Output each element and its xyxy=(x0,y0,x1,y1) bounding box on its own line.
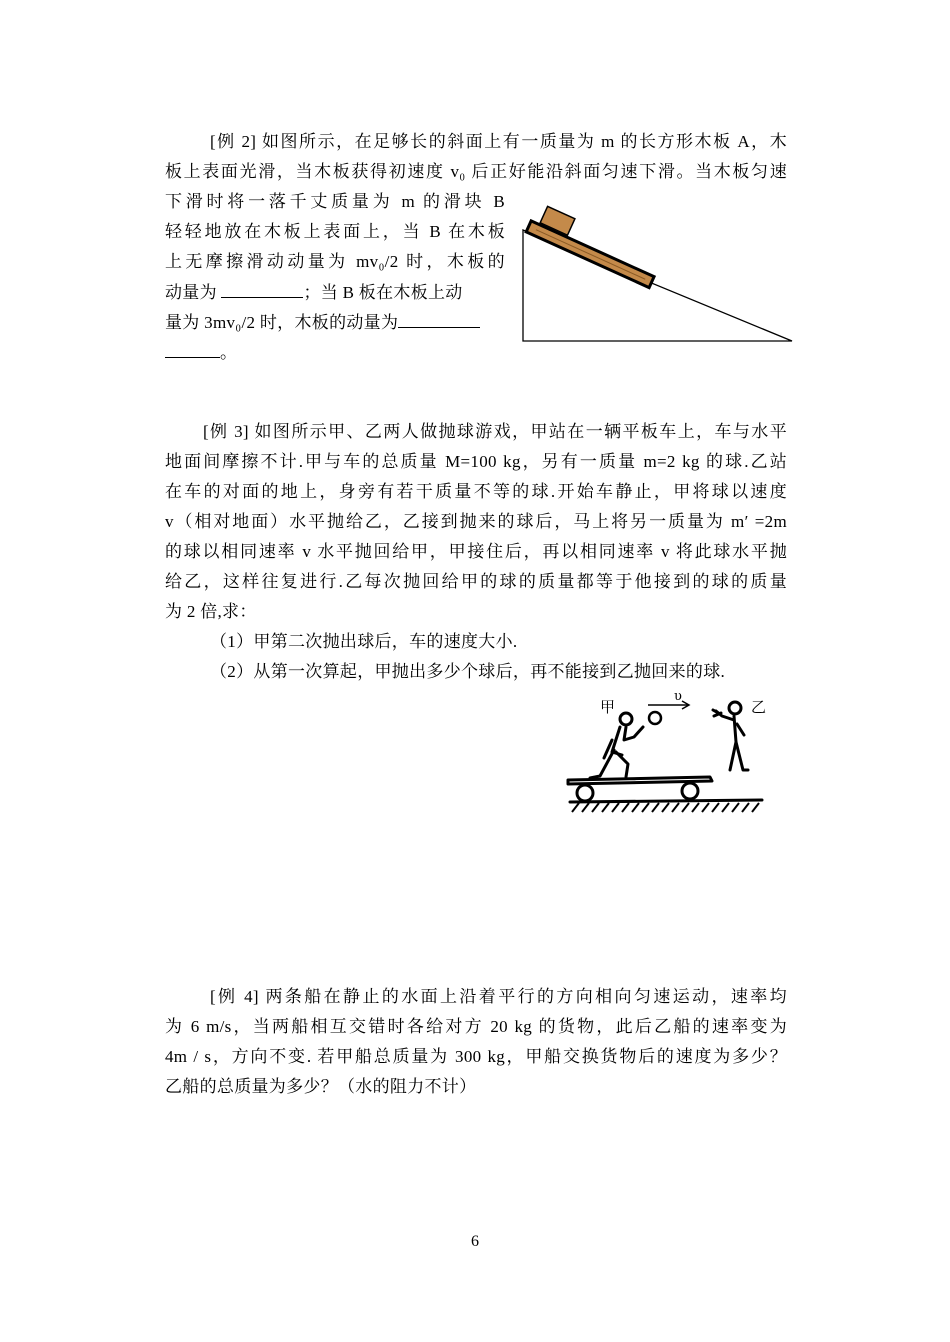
example2-line-2: 板上表面光滑，当木板获得初速度 v₀ 后正好能沿斜面匀速下滑。当木板匀速 xyxy=(165,162,787,181)
example4-line-1: [例 4] 两条船在静止的水面上沿着平行的方向相向匀速运动，速率均 xyxy=(210,987,787,1006)
example3-line-4: v（相对地面）水平抛给乙，乙接到抛来的球后，马上将另一质量为 m′ =2m xyxy=(165,512,787,531)
example3-line-3: 在车的对面的地上，身旁有若干质量不等的球.开始车静止，甲将球以速度 xyxy=(165,482,787,501)
cart-wheel-left xyxy=(577,785,593,801)
example2-momentum-label-2: 量为 3mv₀/2 时，木板的动量为 xyxy=(165,313,399,332)
example4-line-3: 4m / s，方向不变. 若甲船总质量为 300 kg，甲船交换货物后的速度为多少？ xyxy=(165,1047,787,1066)
example2-line-5: 上无摩擦滑动动量为 mv₀/2 时，木板的 xyxy=(165,252,505,271)
cart-wheel-right xyxy=(682,783,698,799)
example2-line-1: [例 2] 如图所示，在足够长的斜面上有一质量为 m 的长方形木板 A，木 xyxy=(210,132,787,151)
example3-line-2: 地面间摩擦不计.甲与车的总质量 M=100 kg，另有一质量 m=2 kg 的球.乙站 xyxy=(165,452,787,471)
example2-line-4: 轻轻地放在木板上表面上，当 B 在木板 xyxy=(165,222,505,241)
label-yi: 乙 xyxy=(751,698,767,716)
person-yi xyxy=(713,702,748,770)
example3-line-5: 的球以相同速率 v 水平抛回给甲，甲接住后，再以相同速率 v 将此球水平抛 xyxy=(165,542,787,561)
example3-line-7: 为 2 倍,求： xyxy=(165,602,257,621)
example3-question-2: （2）从第一次算起，甲抛出多少个球后，再不能接到乙抛回来的球. xyxy=(210,662,726,681)
example3-line-6: 给乙，这样往复进行.乙每次抛回给甲的球的质量都等于他接到的球的质量 xyxy=(165,572,787,591)
person-jia xyxy=(590,713,643,778)
example3-question-1: （1）甲第二次抛出球后，车的速度大小. xyxy=(210,632,518,651)
example3-line-1: [例 3] 如图所示甲、乙两人做抛球游戏，甲站在一辆平板车上，车与水平 xyxy=(203,422,787,441)
ground-line xyxy=(570,800,762,802)
label-jia: 甲 xyxy=(600,698,616,716)
page-number: 6 xyxy=(471,1233,479,1250)
velocity-arrow xyxy=(648,701,689,709)
example4-line-2: 为 6 m/s，当两船相互交错时各给对方 20 kg 的货物，此后乙船的速率变为 xyxy=(165,1017,787,1036)
label-v: υ xyxy=(674,689,682,704)
example2-momentum-label-1: 动量为 xyxy=(165,283,217,302)
example2-line-3: 下滑时将一落千丈质量为 m 的滑块 B xyxy=(165,192,505,211)
example2-line-6-tail: ；当 B 板在木板上动 xyxy=(303,283,463,302)
ball xyxy=(649,712,661,724)
example2-line-8-tail: 。 xyxy=(220,343,238,362)
example4-line-4: 乙船的总质量为多少？（水的阻力不计） xyxy=(165,1077,477,1096)
ground-hatching xyxy=(572,803,759,812)
